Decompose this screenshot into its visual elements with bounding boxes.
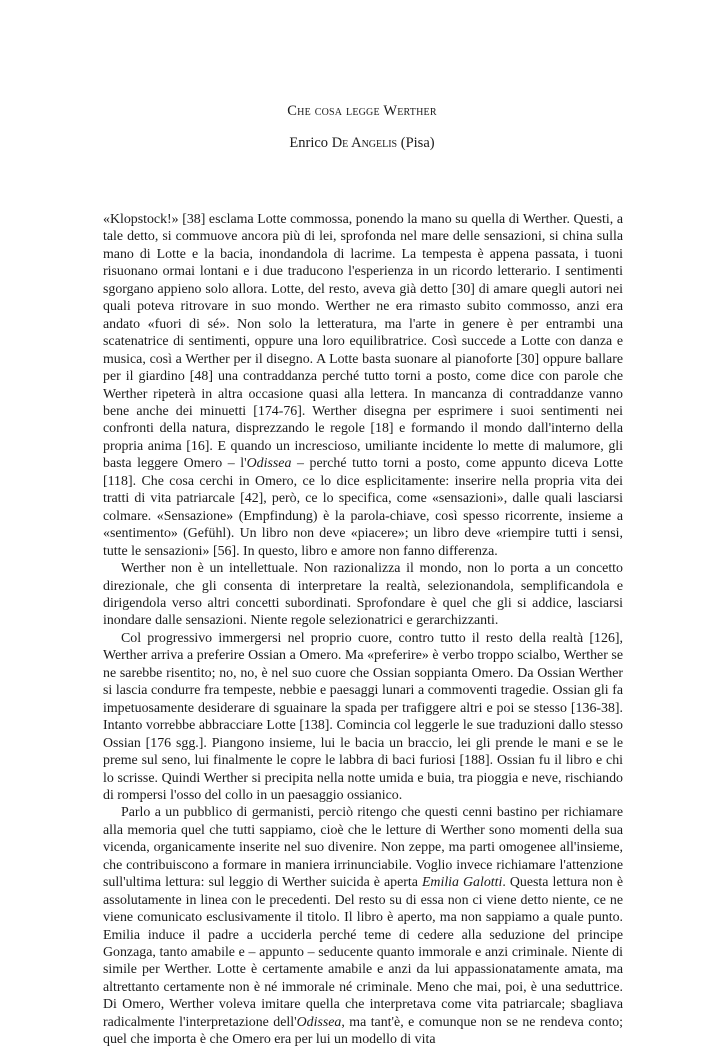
article-body: [103, 211, 623, 1049]
italic-title-text: Odissea: [296, 1014, 342, 1030]
paragraph-text: Parlo a un pubblico di germanisti, perciò ritengo che questi cenni bastino per richiamare alla memoria quel che tutti sappiamo, cioè che le letture di Werther sono momenti della sua vicenda, organicamente inserite nel suo divenire. Non zeppe, ma parti omogenee all'insieme, che contribuiscono a formare in maniera irrinunciabile. Voglio invece richiamare l'attenzione sull'ultima lettura: sul leggio di Werther suicida è aperta: [103, 805, 623, 891]
body-paragraph: [103, 630, 623, 805]
paragraph-text: «Klopstock!» [38] esclama Lotte commossa, ponendo la mano su quella di Werther. Questi, a tale detto, si commuove ancora più di lei, sprofonda nel mare delle sensazioni, si china sulla mano di Lotte e la bacia, inondandola di lacrime. La tempesta è appena passata, i tuoni risuonano ormai lontani e i due traducono l'esperienza in un ricordo letterario. I sentimenti sgorgano appieno solo allora. Lotte, del resto, aveva già detto [30] di amare quegli autori nei quali poteva ritrovare in suo mondo. Werther ne era rimasto subito commosso, anzi era andato «fuori di sé». Non solo la letteratura, ma l'arte in genere è per entrambi una scatenatrice di sentimenti, oppure una loro equilibratrice. Così succede a Lotte con danza e musica, così a Werther per il disegno. A Lotte basta suonare al pianoforte [30] oppure ballare per il giardino [48] una contraddanza perché tutto torni a posto, come dice con parole che Werther ripeterà in altra occasione quasi alla lettera. In mancanza di contraddanze vanno bene anche dei minuetti [174-76]. Werther disegna per esprimere i suoi sentimenti nei confronti della natura, disprezzando le regole [18] e formando il mondo dall'interno della propria anima [16]. E quando un increscioso, umiliante incidente lo mette di malumore, gli basta leggere Omero – l': [103, 212, 623, 472]
paragraph-text: Werther non è un intellettuale. Non razionalizza il mondo, non lo porta a un concetto direzionale, che gli consenta di interpretare la realtà, selezionandola, semplificandola e dirigendola verso altri concetti subordinati. Sprofondare è quel che gli si addice, lasciarsi inondare dalle sensazioni. Niente regole selezionatrici e gerarchizzanti.: [103, 561, 623, 629]
paragraph-text: . Questa lettura non è assolutamente in linea con le precedenti. Del resto su di essa non ci viene detto niente, ce ne viene comunicato esclusivamente il titolo. Il libro è aperto, ma non sappiamo a quale punto. Emilia induce il padre a ucciderla perché teme di cedere alla seduzione del principe Gonzaga, tanto amabile e – appunto – seducente quanto immorale e anzi criminale. Niente di simile per Werther. Lotte è certamente amabile e anzi da lui appassionatamente amata, ma altrettanto certamente non è né immorale né criminale. Meno che mai, poi, è una seduttrice. Di Omero, Werther voleva imitare quella che interpretava come vita patriarcale; sbagliava radicalmente l'interpretazione dell': [103, 875, 624, 1030]
italic-title-text: Emilia Galotti: [421, 875, 503, 891]
body-paragraph: [103, 804, 623, 1048]
body-paragraph: [103, 211, 623, 560]
body-paragraph: [103, 560, 623, 630]
author-affiliation: (Pisa): [400, 135, 435, 151]
article-title: Che cosa legge Werther: [287, 103, 437, 119]
paragraph-text: – perché tutto torni a posto, come appunto diceva Lotte [118]. Che cosa cerchi in Omero, ce lo dice esplicitamente: inserire nella propria vita dei tratti di vita patriarcale [42], però, ce lo specifica, come «sensazioni», dalle quali lasciarsi colmare. «Sensazione» (Empfindung) è la parola-chiave, così spesso ricorrente, insieme a «sentimento» (Gefühl). Un libro non deve «piacere»; un libro deve «riempire tutti i sensi, tutte le sensazioni» [56]. In questo, libro e amore non fanno differenza.: [103, 456, 623, 559]
italic-title-text: Odissea: [246, 456, 292, 472]
author-last-name: De Angelis: [331, 135, 398, 151]
paragraph-text: , ma tant'è, e comunque non se ne rendeva conto; quel che importa è che Omero era per lui un modello di vita: [103, 1014, 623, 1048]
author-line: [0, 135, 724, 152]
author-first-name: Enrico: [289, 135, 329, 151]
paragraph-text: Col progressivo immergersi nel proprio cuore, contro tutto il resto della realtà [126], Werther arriva a preferire Ossian a Omero. Ma «preferire» è verbo troppo scialbo, Werther se ne sarebbe risentito; no, no, è nel suo cuore che Ossian soppianta Omero. Da Ossian Werther si lascia condurre fra tempeste, nebbie e paesaggi lunari a commoventi tragedie. Ossian gli fa impetuosamente desiderare di sguainare la spada per trafiggere altri e poi se stesso [136-38]. Intanto vorrebbe abbracciare Lotte [138]. Comincia col leggerle le sue traduzioni dallo stesso Ossian [176 sgg.]. Piangono insieme, lui le bacia un braccio, lei gli prende le mani e se le preme sul seno, lui finalmente le copre le labbra di baci furiosi [188]. Ossian fu il libro e chi lo scrisse. Quindi Werther si precipita nella notte umida e buia, tra pioggia e neve, rischiando di rompersi l'osso del collo in un paesaggio ossianico.: [103, 630, 623, 803]
